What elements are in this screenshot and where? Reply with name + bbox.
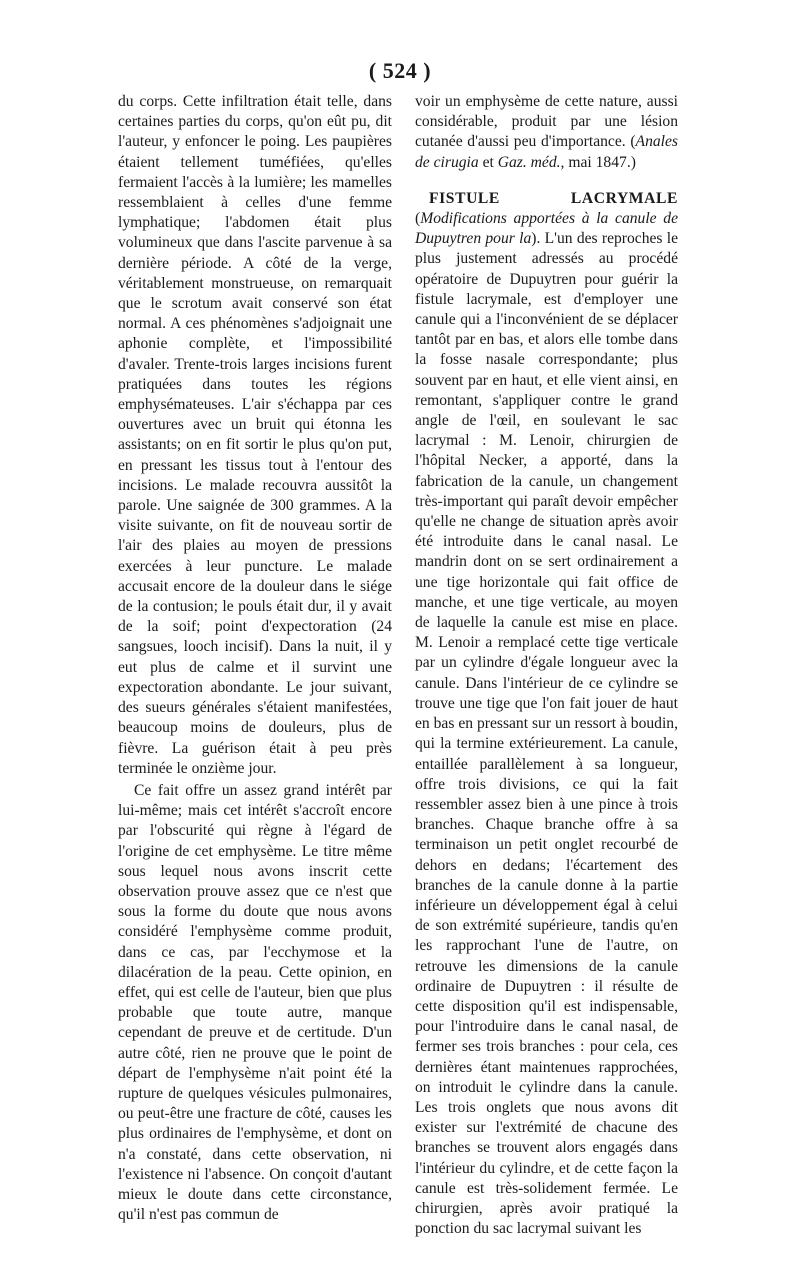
section-subtitle: Modifications apportées à la canule de Dupuytren pour la [415,210,678,248]
right-column [415,92,678,1239]
right-paragraph-1-text: voir un emphysème de cette nature, aussi considérable, produit par une lésion cutanée d'aussi peu d'importance. ( [415,93,678,151]
right-paragraph-1 [415,92,678,173]
section-heading: FISTULE LACRYMALE [429,189,678,207]
citation-date: , mai 1847.) [560,153,636,171]
left-column [118,92,392,1225]
section-body: L'un des reproches le plus justement adressés au procédé opératoire de Dupuytren pour guérir la fistule lacrymale, est d'employer une canule qui a l'inconvénient de se déplacer tantôt par en bas, et alors elle tombe dans la fosse nasale correspondante; plus souvent par en haut, et elle vient ainsi, en remontant, s'appliquer contre le grand angle de l'œil, en soulevant le sac lacrymal : M. Lenoir, chirurgien de l'hôpital Necker, a apporté, dans la fabrication de la canule, un changement très-important qui paraît devoir empêcher qu'elle ne change de situation après avoir été introduite dans le canal nasal. Le mandrin dont on se sert ordinairement a une tige horizontale qui fait office de manche, et une tige verticale, au moyen de laquelle la canule est mise en place. M. Lenoir a remplacé cette tige verticale par un cylindre d'égale longueur avec la canule. Dans l'intérieur de ce cylindre se trouve une tige que l'on fait jouer de haut en bas en pressant sur un ressort à boudin, qui la termine extérieurement. La canule, entaillée parallèlement à sa longueur, offre trois divisions, ce qui la fait ressembler assez bien à une pince à trois branches. Chaque branche offre à sa terminaison un petit onglet recourbé de dehors en dedans; l'écartement des branches de la canule donne à la partie inférieure un développement égal à celui de son extrémité supérieure, tandis qu'en les rapprochant l'une de l'autre, on retrouve les dimensions de la canule ordinaire de Dupuytren : il résulte de cette disposition qu'il est indispensable, pour l'introduire dans le canal nasal, de fermer ses trois branches : pour cela, ces dernières étant maintenues rapprochées, on introduit le cylindre dans la canule. Les trois onglets que nous avons dit exister sur l'extrémité de chacune des branches se trouvent alors engagés dans l'intérieur du cylindre, et de cette façon la canule est très-solidement fermée. Le chirurgien, après avoir pratiqué la ponction du sac lacrymal suivant les [415,230,679,1238]
citation-gazette: Gaz. méd. [497,153,561,171]
citation-anales: Anales de cirugia [415,133,678,171]
left-paragraph-1: du corps. Cette infiltration était telle, dans certaines parties du corps, qu'on eût pu, dit l'auteur, y enfoncer le poing. Les paupières étaient tellement tuméfiées, qu'elles fermaient l'accès à la lumière; les mamelles ressemblaient à celles d'une femme lymphatique; l'abdomen était plus volumineux que dans l'ascite parvenue à sa dernière période. A côté de la verge, véritablement monstrueuse, on remarquait que le scrotum avait conservé son état normal. A ces phénomènes s'adjoignait une aphonie complète, et l'impossibilité d'avaler. Trente-trois larges incisions furent pratiquées dans toutes les régions emphysémateuses. L'air s'échappa par ces ouvertures avec un bruit qui étonna les assistants; on en fit sortir le plus qu'on put, en pressant les tissus tout à l'entour des incisions. Le malade recouvra aussitôt la parole. Une saignée de 300 grammes. A la visite suivante, on fit de nouveau sortir de l'air des plaies au moyen de pressions exercées à leur puncture. Le malade accusait encore de la douleur dans le siége de la contusion; le pouls était dur, il y avait de la soif; point d'expectoration (24 sangsues, looch incisif). Dans la nuit, il y eut plus de calme et il survint une expectoration abondante. Le jour suivant, des sueurs générales s'étaient manifestées, beaucoup moins de douleurs, plus de fièvre. La guérison était à peu près terminée le onzième jour. [118,93,392,777]
left-paragraph-2: Ce fait offre un assez grand intérêt par lui-même; mais cet intérêt s'accroît encore par l'obscurité qui règne à l'égard de l'origine de cet emphysème. Le titre même sous lequel nous avons inscrit cette observation prouve assez que ce n'est que sous la forme du doute que nous avons considéré l'emphysème comme produit, dans ce cas, par l'ecchymose et la dilacération de la peau. Cette opinion, en effet, qui est celle de l'auteur, bien que plus probable que toute autre, manque cependant de preuve et de certitude. D'un autre côté, rien ne prouve que le point de départ de l'emphysème n'ait point été la rupture de quelques vésicules pulmonaires, ou peut-être une fracture de côté, causes les plus ordinaires de l'emphysème, et dont on n'a constaté, dans cette observation, ni l'existence ni l'absence. On conçoit d'autant mieux le doute dans cette circonstance, qu'il n'est pas commun de [118,781,392,1224]
page-number: ( 524 ) [368,58,432,83]
section-fistule-lacrymale: FISTULE LACRYMALE (Modifications apportées à la canule de Dupuytren pour la). L'un des reproches le plus justement adressés au procédé opératoire de Dupuytren pour guérir la fistule lacrymale, est d'employer une canule qui a l'inconvénient de se déplacer tantôt par en bas, et alors elle tombe dans la fosse nasale correspondante; plus souvent par en haut, et elle vient ainsi, en remontant, s'appliquer contre le grand angle de l'œil, en soulevant le sac lacrymal : M. Lenoir, chirurgien de l'hôpital Necker, a apporté, dans la fabrication de la canule, un changement très-important qui paraît devoir empêcher qu'elle ne change de situation après avoir été introduite dans le canal nasal. Le mandrin dont on se sert ordinairement a une tige horizontale qui fait office de manche, et une tige verticale, au moyen de laquelle la canule est mise en place. M. Lenoir a remplacé cette tige verticale par un cylindre d'égale longueur avec la canule. Dans l'intérieur de ce cylindre se trouve une tige que l'on fait jouer de haut en bas en pressant sur un ressort à boudin, qui la termine extérieurement. La canule, entaillée parallèlement à sa longueur, offre trois divisions, ce qui la fait ressembler assez bien à une pince à trois branches. Chaque branche offre à sa terminaison un petit onglet recourbé de dehors en dedans; l'écartement des branches de la canule donne à la partie inférieure un développement égal à celui de son extrémité supérieure, tandis qu'en les rapprochant l'une de l'autre, on retrouve les dimensions de la canule ordinaire de Dupuytren : il résulte de cette disposition qu'il est indispensable, pour l'introduire dans le canal nasal, de fermer ses trois branches : pour cela, ces dernières étant maintenues rapprochées, on introduit le cylindre dans la canule. Les trois onglets que nous avons dit exister sur l'extrémité de chacune des branches se trouvent alors engagés dans l'intérieur du cylindre, et de cette façon la canule est très-solidement fermée. Le chirurgien, après avoir pratiqué la ponction du sac lacrymal suivant les [415,189,679,1238]
citation-and: et [478,153,498,171]
